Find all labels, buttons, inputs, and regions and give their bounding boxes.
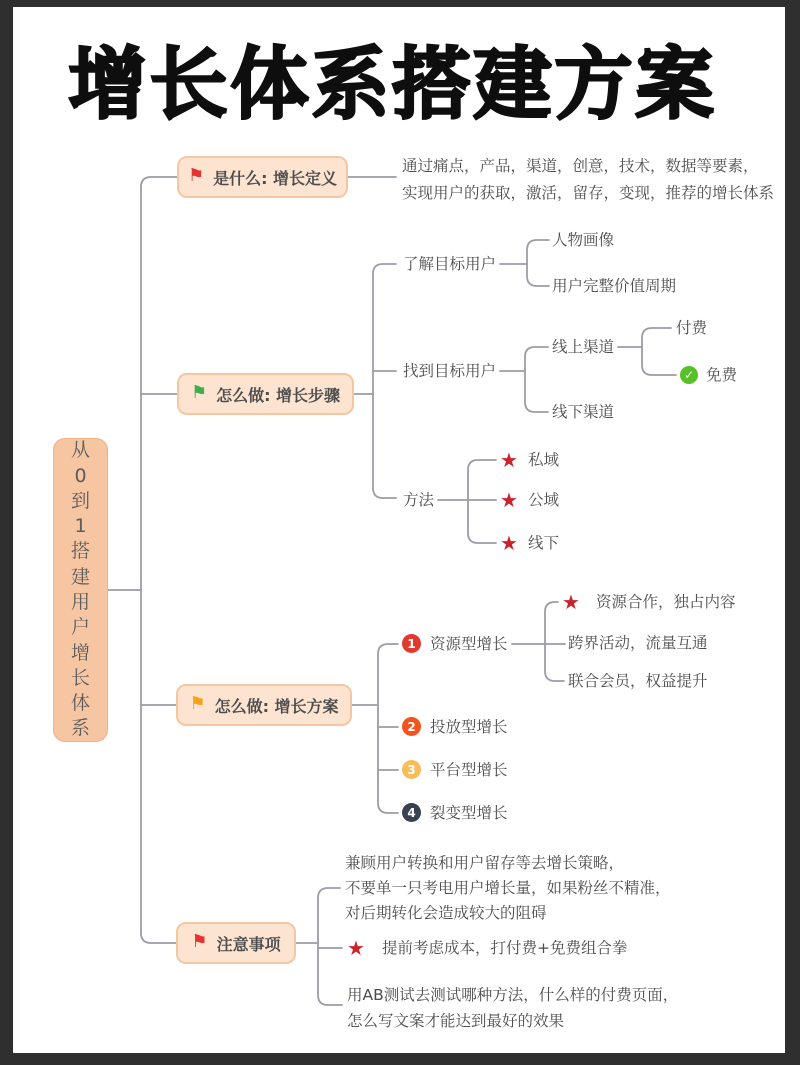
node-label: 怎么做: 增长步骤 bbox=[216, 385, 341, 405]
public-domain: 公域 bbox=[528, 491, 560, 509]
definition-desc-line2: 实现用户的获取，激活，留存，变现，推荐的增长体系 bbox=[402, 184, 775, 202]
number-badge-4: 4 bbox=[402, 803, 421, 822]
node-growth-plans bbox=[176, 684, 352, 726]
page-title: 增长体系搭建方案 bbox=[68, 40, 717, 130]
star-icon: ★ bbox=[347, 936, 365, 960]
number-badge-1: 1 bbox=[402, 634, 421, 653]
online-channels: 线上渠道 bbox=[552, 338, 615, 356]
persona: 人物画像 bbox=[552, 231, 615, 249]
node-label: 注意事项 bbox=[216, 934, 281, 954]
red-flag-icon: ⚑ bbox=[187, 165, 205, 186]
notes-tip1-line1: 兼顾用户转换和用户留存等去增长策略， bbox=[345, 854, 625, 872]
know-target-users: 了解目标用户 bbox=[403, 255, 497, 273]
resource-coop: 资源合作，独占内容 bbox=[596, 593, 736, 611]
node-label: 是什么: 增长定义 bbox=[213, 168, 338, 188]
private-domain: 私域 bbox=[528, 451, 560, 469]
root-node bbox=[53, 438, 108, 742]
node-growth-definition bbox=[177, 156, 348, 198]
fission-growth: 裂变型增长 bbox=[430, 804, 508, 822]
platform-growth: 平台型增长 bbox=[430, 761, 508, 779]
number-badge-2: 2 bbox=[402, 717, 421, 736]
frame-bottom bbox=[0, 1053, 800, 1065]
notes-tip2: 提前考虑成本，打付费+免费组合拳 bbox=[382, 939, 628, 957]
resource-growth: 资源型增长 bbox=[430, 635, 508, 653]
root-node-label: 从0到1搭建用户增长体系 bbox=[70, 439, 90, 740]
notes-tip3-line2: 怎么写文案才能达到最好的效果 bbox=[347, 1012, 565, 1030]
find-target-users: 找到目标用户 bbox=[403, 362, 497, 380]
star-icon: ★ bbox=[500, 531, 518, 555]
offline-channels: 线下渠道 bbox=[552, 403, 615, 421]
check-icon: ✓ bbox=[680, 366, 698, 384]
star-icon: ★ bbox=[562, 590, 580, 614]
orange-flag-icon: ⚑ bbox=[189, 693, 206, 714]
ads-growth: 投放型增长 bbox=[430, 718, 508, 736]
node-growth-steps bbox=[177, 373, 354, 415]
star-icon: ★ bbox=[500, 448, 518, 472]
notes-tip1-line2: 不要单一只考电用户增长量，如果粉丝不精准， bbox=[345, 879, 671, 897]
notes-tip1-line3: 对后期转化会造成较大的阻碍 bbox=[345, 904, 547, 922]
frame-left bbox=[0, 0, 13, 1065]
joint-membership: 联合会员，权益提升 bbox=[568, 672, 708, 690]
offline-method: 线下 bbox=[528, 534, 560, 552]
value-cycle: 用户完整价值周期 bbox=[552, 277, 677, 295]
paid: 付费 bbox=[676, 319, 708, 337]
method-label: 方法 bbox=[403, 491, 435, 509]
notes-tip3-line1: 用AB测试去测试哪种方法，什么样的付费页面， bbox=[347, 986, 679, 1004]
node-notes bbox=[176, 922, 296, 964]
number-badge-3: 3 bbox=[402, 760, 421, 779]
frame-top bbox=[0, 0, 800, 7]
frame-right bbox=[785, 0, 800, 1065]
node-label: 怎么做: 增长方案 bbox=[214, 696, 339, 716]
free: 免费 bbox=[706, 366, 738, 384]
crossover-activity: 跨界活动，流量互通 bbox=[568, 634, 708, 652]
red-flag-icon: ⚑ bbox=[191, 931, 208, 952]
green-flag-icon: ⚑ bbox=[190, 382, 208, 403]
star-icon: ★ bbox=[500, 488, 518, 512]
definition-desc-line1: 通过痛点，产品，渠道，创意，技术，数据等要素， bbox=[402, 157, 759, 175]
